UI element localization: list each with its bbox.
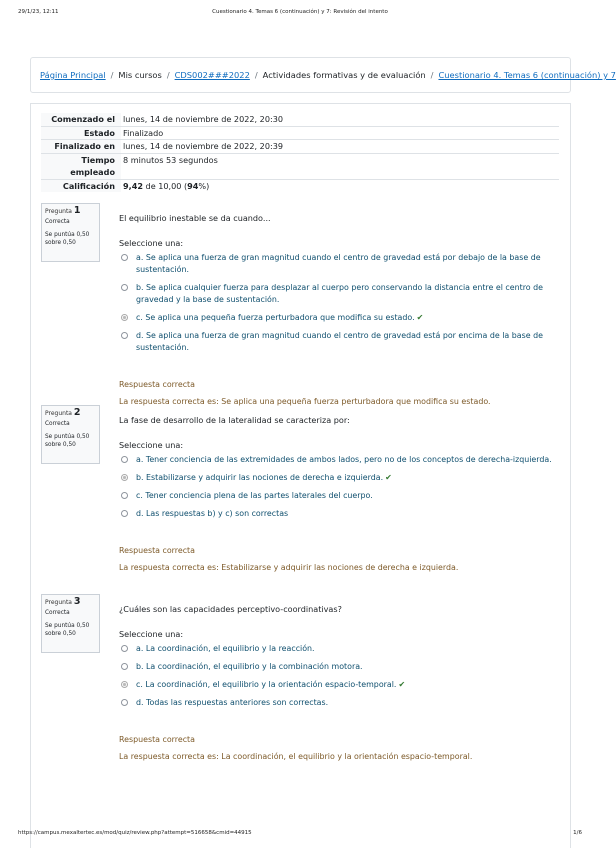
print-header <box>18 9 582 15</box>
radio-button[interactable] <box>121 332 128 339</box>
question-content <box>119 415 559 572</box>
answer-option[interactable] <box>119 508 559 520</box>
answer-option[interactable] <box>119 252 559 276</box>
answer-prompt: Seleccione una: <box>119 629 184 639</box>
answer-text: a. La coordinación, el equilibrio y la reacción. <box>136 644 315 653</box>
question-text: ¿Cuáles son las capacidades perceptivo-coordinativas? <box>119 604 342 614</box>
radio-button[interactable] <box>121 699 128 706</box>
question-mark: Se puntúa 0,50 sobre 0,50 <box>45 623 90 637</box>
question-content <box>119 213 559 406</box>
answer-text: c. Se aplica una pequeña fuerza perturbadora que modifica su estado. <box>136 313 415 322</box>
print-datetime: 29/1/23, 12:11 <box>18 9 59 15</box>
summary-value <box>121 180 209 193</box>
question-number-value: 1 <box>73 205 81 216</box>
answer-prompt: Seleccione una: <box>119 440 184 450</box>
feedback-status: Respuesta correcta <box>119 546 195 555</box>
summary-value: lunes, 14 de noviembre de 2022, 20:30 <box>123 114 283 124</box>
answer-option[interactable] <box>119 679 559 691</box>
grade-out-of: de 10,00 ( <box>142 180 188 191</box>
answer-option[interactable] <box>119 330 559 354</box>
check-icon: ✔ <box>416 313 424 322</box>
question-feedback <box>119 546 559 572</box>
summary-label: Estado <box>41 127 121 140</box>
question-number <box>45 598 96 607</box>
question-info <box>41 594 100 653</box>
answer-text: d. Se aplica una fuerza de gran magnitud cuando el centro de gravedad está por encima de la base de sustentación. <box>136 331 543 352</box>
radio-button[interactable] <box>121 645 128 652</box>
question-info <box>41 203 100 262</box>
check-icon: ✔ <box>398 680 406 689</box>
radio-button[interactable] <box>121 284 128 291</box>
breadcrumb-section: Actividades formativas y de evaluación <box>262 70 426 80</box>
question-mark: Se puntúa 0,50 sobre 0,50 <box>45 232 90 246</box>
feedback-status: Respuesta correcta <box>119 380 195 389</box>
question-feedback <box>119 735 559 761</box>
attempt-summary-table <box>41 113 559 192</box>
answer-text: a. Se aplica una fuerza de gran magnitud cuando el centro de gravedad está por debajo de la base de sustentación. <box>136 253 541 274</box>
answer-text: c. Tener conciencia plena de las partes laterales del cuerpo. <box>136 491 373 500</box>
grade-percent: 94 <box>187 180 199 191</box>
answer-text: a. Tener conciencia de las extremidades de ambos lados, pero no de los conceptos de derecha-izquierda. <box>136 455 552 464</box>
breadcrumb-separator: / <box>254 70 258 80</box>
question-state: Correcta <box>45 219 70 225</box>
question-info <box>41 405 100 464</box>
right-answer: La respuesta correcta es: Se aplica una pequeña fuerza perturbadora que modifica su estado. <box>119 397 491 406</box>
summary-row-completed <box>41 139 559 153</box>
quiz-review-region <box>30 103 571 848</box>
print-footer <box>18 830 582 836</box>
breadcrumb-separator: / <box>430 70 434 80</box>
breadcrumb <box>30 57 616 93</box>
question-word: Pregunta <box>45 410 72 417</box>
print-page-number: 1/6 <box>573 830 582 836</box>
answer-option[interactable] <box>119 643 559 655</box>
summary-value: Finalizado <box>123 127 164 138</box>
answer-text: b. Se aplica cualquier fuerza para desplazar al cuerpo pero conservando la distancia entre el centro de gravedad y la base de sustentación. <box>136 283 543 304</box>
answer-text: b. La coordinación, el equilibrio y la combinación motora. <box>136 662 363 671</box>
answer-prompt: Seleccione una: <box>119 238 184 248</box>
breadcrumb-quiz-link[interactable]: Cuestionario 4. Temas 6 (continuación) y 7 <box>438 70 616 80</box>
answer-option[interactable] <box>119 472 559 484</box>
summary-label: Calificación <box>41 180 121 193</box>
radio-button[interactable] <box>121 492 128 499</box>
question-word: Pregunta <box>45 208 72 215</box>
radio-button-selected[interactable] <box>121 474 128 481</box>
summary-value: 8 minutos 53 segundos <box>123 154 218 165</box>
question-state: Correcta <box>45 421 70 427</box>
radio-button[interactable] <box>121 510 128 517</box>
question-state: Correcta <box>45 610 70 616</box>
radio-button[interactable] <box>121 456 128 463</box>
question-feedback <box>119 380 559 406</box>
right-answer: La respuesta correcta es: La coordinación, el equilibrio y la orientación espacio-temporal. <box>119 752 473 761</box>
question-content <box>119 604 559 761</box>
answer-option[interactable] <box>119 490 559 502</box>
grade-tail: %) <box>198 180 210 191</box>
answer-text: c. La coordinación, el equilibrio y la orientación espacio-temporal. <box>136 680 397 689</box>
summary-label: Comenzado el <box>41 113 121 126</box>
breadcrumb-my-courses: Mis cursos <box>118 70 162 80</box>
question-text: El equilibrio inestable se da cuando... <box>119 213 271 223</box>
summary-row-grade <box>41 179 559 193</box>
question-number-value: 3 <box>73 596 81 607</box>
breadcrumb-separator: / <box>110 70 114 80</box>
answer-option[interactable] <box>119 282 559 306</box>
question-number <box>45 409 96 418</box>
question-number-value: 2 <box>73 407 81 418</box>
breadcrumb-separator: / <box>166 70 170 80</box>
summary-value: lunes, 14 de noviembre de 2022, 20:39 <box>123 141 283 151</box>
breadcrumb-home-link[interactable]: Página Principal <box>40 70 106 80</box>
question-text: La fase de desarrollo de la lateralidad se caracteriza por: <box>119 415 350 425</box>
answer-text: d. Las respuestas b) y c) son correctas <box>136 509 289 518</box>
question-word: Pregunta <box>45 599 72 606</box>
question-mark: Se puntúa 0,50 sobre 0,50 <box>45 434 90 448</box>
grade-score: 9,42 <box>123 180 143 191</box>
feedback-status: Respuesta correcta <box>119 735 195 744</box>
breadcrumb-course-link[interactable]: CDS002###2022 <box>174 70 250 80</box>
summary-label: Finalizado en <box>41 140 121 153</box>
check-icon: ✔ <box>385 473 392 482</box>
answer-text: b. Estabilizarse y adquirir las nociones de derecha e izquierda. <box>136 473 384 482</box>
summary-row-started <box>41 113 559 126</box>
answer-option[interactable] <box>119 454 559 466</box>
right-answer: La respuesta correcta es: Estabilizarse y adquirir las nociones de derecha e izquierda. <box>119 563 459 572</box>
question-number <box>45 207 96 216</box>
print-title: Cuestionario 4. Temas 6 (continuación) y 7: Revisión del intento <box>212 9 388 15</box>
answer-option[interactable] <box>119 312 559 324</box>
radio-button[interactable] <box>121 254 128 261</box>
answer-text: d. Todas las respuestas anteriores son correctas. <box>136 698 329 707</box>
summary-row-state <box>41 126 559 140</box>
summary-label: Tiempo empleado <box>41 154 121 179</box>
radio-button[interactable] <box>121 663 128 670</box>
radio-button-selected[interactable] <box>121 314 128 321</box>
answer-option[interactable] <box>119 697 559 709</box>
summary-row-time-taken <box>41 153 559 179</box>
radio-button-selected[interactable] <box>121 681 128 688</box>
print-url: https://campus.mexaltertec.es/mod/quiz/review.php?attempt=516658&cmid=44915 <box>18 830 252 836</box>
answer-option[interactable] <box>119 661 559 673</box>
